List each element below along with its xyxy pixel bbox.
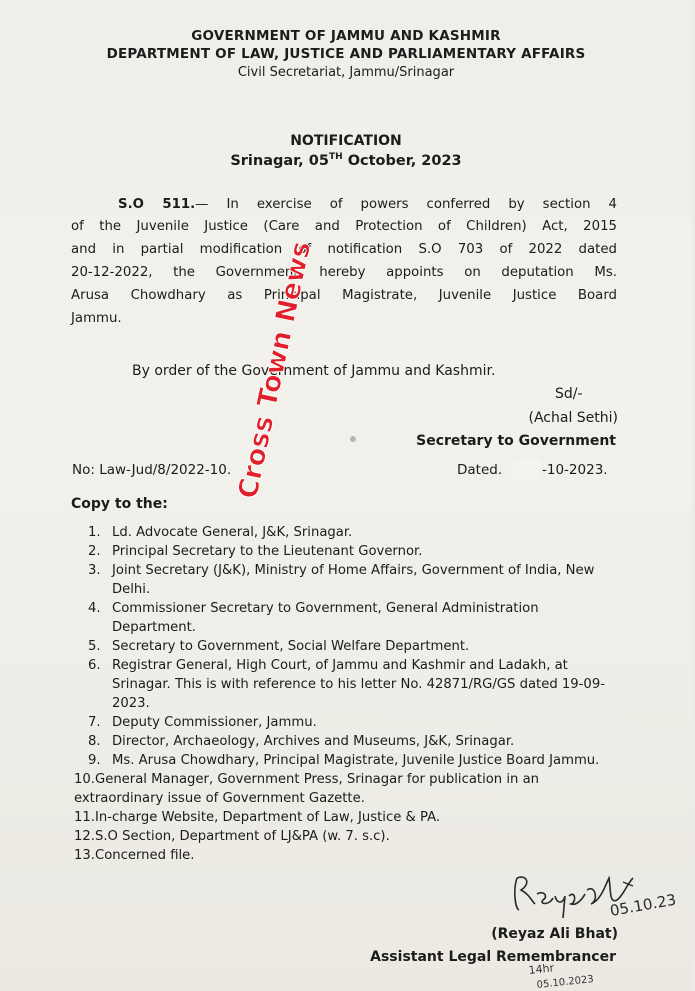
notification-title: NOTIFICATION <box>290 133 402 149</box>
department-heading: DEPARTMENT OF LAW, JUSTICE AND PARLIAMENTARY AFFAIRS <box>106 46 586 62</box>
order-line-1 <box>118 197 617 212</box>
handwritten-signature-icon <box>505 860 695 925</box>
list-item: 1. Ld. Advocate General, J&K, Srinagar. <box>88 525 353 540</box>
order-line-1-text: — In exercise of powers conferred by section 4 <box>195 197 617 212</box>
handwritten-initials-icon <box>523 960 643 991</box>
order-line-4: 20-12-2022, the Government hereby appoints on deputation Ms. <box>71 265 617 280</box>
dated-label: Dated. <box>457 462 503 478</box>
watermark-text: Cross Town News <box>232 238 318 502</box>
list-item: 2. Principal Secretary to the Lieutenant Governor. <box>88 544 423 559</box>
notification-place: Srinagar, <box>230 152 304 169</box>
notification-dateline <box>0 152 692 169</box>
signatory-designation: Secretary to Government <box>416 433 616 449</box>
order-line-3: and in partial modification of notification S.O 703 of 2022 dated <box>71 242 617 257</box>
order-line-5: Arusa Chowdhary as Principal Magistrate, Juvenile Justice Board <box>71 288 617 303</box>
list-item: 13.Concerned file. <box>74 848 195 863</box>
notification-day-suffix: TH <box>328 152 343 162</box>
list-item: 11.In-charge Website, Department of Law, Justice & PA. <box>74 810 441 825</box>
ink-smudge <box>350 436 356 442</box>
notification-day: 05 <box>308 152 329 169</box>
signatory-name: (Achal Sethi) <box>528 410 618 426</box>
list-item: 6. Registrar General, High Court, of Jammu and Kashmir and Ladakh, at Srinagar. This is with reference to his letter No. 42871/RG/GS dated 19-09-2023. <box>88 658 605 711</box>
list-item: 12.S.O Section, Department of LJ&PA (w. 7. s.c). <box>74 829 390 844</box>
so-number: S.O 511. <box>118 197 196 212</box>
dated-value: -10-2023. <box>542 462 608 478</box>
second-signatory-name: (Reyaz Ali Bhat) <box>491 926 618 942</box>
svg-text:14hr: 14hr <box>527 961 555 977</box>
list-item: 8. Director, Archaeology, Archives and Museums, J&K, Srinagar. <box>88 734 515 749</box>
list-item: 4. Commissioner Secretary to Government, General Administration Department. <box>88 601 539 635</box>
reference-number: No: Law-Jud/8/2022-10. <box>72 462 232 478</box>
list-item: 3. Joint Secretary (J&K), Ministry of Home Affairs, Government of India, New Delhi. <box>88 563 595 597</box>
date-blank <box>513 459 541 479</box>
notification-month-year: October, 2023 <box>347 152 462 169</box>
svg-text:05.10.23: 05.10.23 <box>608 890 678 920</box>
list-item: 7. Deputy Commissioner, Jammu. <box>88 715 317 730</box>
secretariat-location: Civil Secretariat, Jammu/Srinagar <box>237 65 455 80</box>
order-line-2: of the Juvenile Justice (Care and Protection of Children) Act, 2015 <box>71 219 617 234</box>
list-item: 10.General Manager, Government Press, Srinagar for publication in an extraordinary issue of Government Gazette. <box>74 772 540 806</box>
copy-to-list <box>74 523 618 865</box>
by-order-line: By order of the Government of Jammu and Kashmir. <box>132 363 496 379</box>
list-item: 9. Ms. Arusa Chowdhary, Principal Magistrate, Juvenile Justice Board Jammu. <box>88 753 600 768</box>
list-item: 5. Secretary to Government, Social Welfare Department. <box>88 639 470 654</box>
second-signatory-designation: Assistant Legal Remembrancer <box>370 949 616 965</box>
sd-mark: Sd/- <box>555 386 583 402</box>
copy-to-heading: Copy to the: <box>71 496 168 512</box>
watermark-stamp <box>198 162 318 507</box>
government-heading: GOVERNMENT OF JAMMU AND KASHMIR <box>191 28 501 44</box>
svg-text:05.10.2023: 05.10.2023 <box>536 974 595 991</box>
order-line-6: Jammu. <box>71 311 122 326</box>
